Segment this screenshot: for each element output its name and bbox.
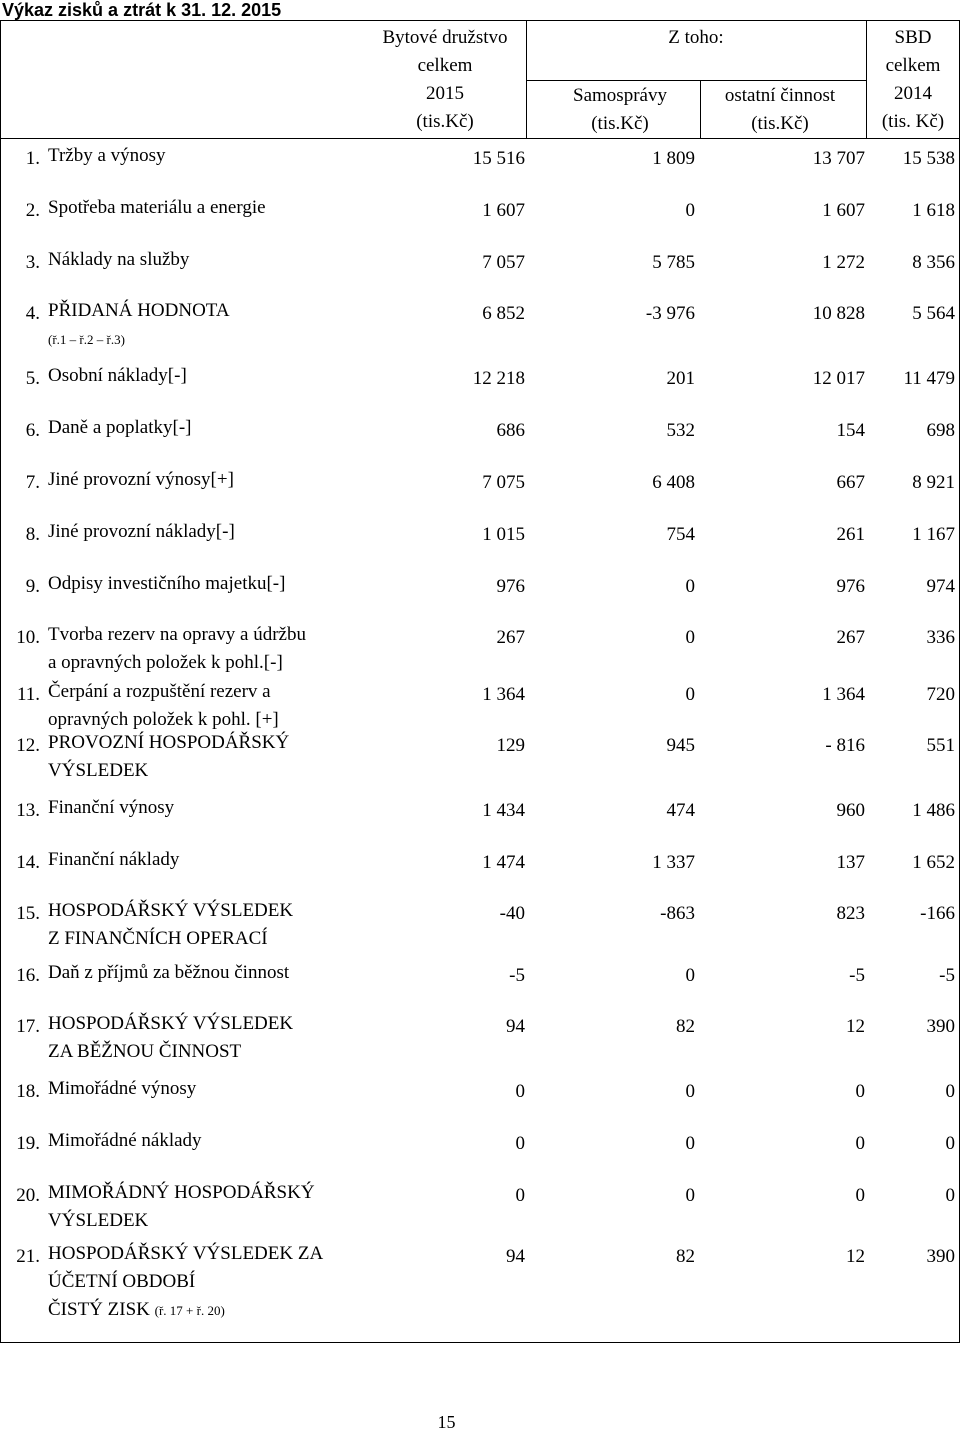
row-number: 2. — [25, 200, 40, 221]
row-label-text: Mimořádné náklady — [48, 1130, 202, 1151]
row-value: 5 564 — [912, 303, 955, 324]
row-label — [48, 142, 378, 170]
header-col-prev-year: SBD celkem 2014 (tis. Kč) — [881, 27, 945, 132]
row-value: 0 — [515, 1185, 525, 1206]
row-value: 12 017 — [812, 368, 865, 389]
row-number: 11. — [16, 684, 40, 705]
row-value: 12 — [846, 1246, 865, 1267]
row-value: 13 707 — [812, 148, 865, 169]
header-col-other-activity: ostatní činnost (tis.Kč) — [724, 85, 836, 134]
row-number: 14. — [16, 852, 40, 873]
row-value: 267 — [836, 627, 865, 648]
row-number: 1. — [25, 148, 40, 169]
row-label-text: Tržby a výnosy — [48, 145, 166, 166]
row-value: 0 — [685, 1081, 695, 1102]
row-label — [48, 729, 378, 785]
row-value: 94 — [506, 1016, 525, 1037]
row-value: 0 — [945, 1133, 955, 1154]
row-value: 10 828 — [812, 303, 865, 324]
row-value: 8 921 — [912, 472, 955, 493]
row-label-note: (ř. 17 + ř. 20) — [154, 1303, 225, 1318]
row-label-note: (ř.1 – ř.2 – ř.3) — [48, 332, 125, 347]
row-value: 12 — [846, 1016, 865, 1037]
row-value: 0 — [855, 1081, 865, 1102]
row-value: 1 652 — [912, 852, 955, 873]
row-value: -166 — [920, 903, 955, 924]
row-label — [48, 621, 378, 677]
row-number: 15. — [16, 903, 40, 924]
row-label-text: Tvorba rezerv na opravy a údržbu a opravných položek k pohl.[-] — [48, 624, 306, 673]
row-value: 1 337 — [652, 852, 695, 873]
row-value: 5 785 — [652, 252, 695, 273]
row-label — [48, 1127, 378, 1155]
row-value: 1 364 — [822, 684, 865, 705]
row-value: - 816 — [825, 735, 865, 756]
row-label — [48, 1240, 378, 1325]
row-value: 82 — [676, 1246, 695, 1267]
row-label — [48, 414, 378, 442]
row-value: 1 809 — [652, 148, 695, 169]
row-value: 0 — [685, 200, 695, 221]
row-value: 0 — [685, 965, 695, 986]
row-label-text: Finanční výnosy — [48, 797, 175, 818]
page-title: Výkaz zisků a ztrát k 31. 12. 2015 — [2, 0, 282, 20]
row-number: 12. — [16, 735, 40, 756]
row-label — [48, 1075, 378, 1103]
row-value: -40 — [499, 903, 525, 924]
row-label-text: Daně a poplatky[-] — [48, 417, 192, 438]
row-label — [48, 194, 378, 222]
row-label-text: MIMOŘÁDNÝ HOSPODÁŘSKÝ VÝSLEDEK — [48, 1182, 315, 1231]
row-number: 3. — [25, 252, 40, 273]
row-value: 823 — [836, 903, 865, 924]
row-label — [48, 794, 378, 822]
row-value: 82 — [676, 1016, 695, 1037]
row-value: 1 434 — [482, 800, 525, 821]
row-number: 19. — [16, 1133, 40, 1154]
page-number: 15 — [437, 1412, 456, 1432]
row-label — [48, 518, 378, 546]
row-label — [48, 570, 378, 598]
row-label-text: Daň z příjmů za běžnou činnost — [48, 962, 290, 983]
row-value: 267 — [496, 627, 525, 648]
row-value: 474 — [666, 800, 695, 821]
row-value: 976 — [496, 576, 525, 597]
row-value: 1 364 — [482, 684, 525, 705]
row-number: 20. — [16, 1185, 40, 1206]
row-label-text: HOSPODÁŘSKÝ VÝSLEDEK Z FINANČNÍCH OPERACÍ — [48, 900, 294, 949]
row-value: 1 474 — [482, 852, 525, 873]
row-number: 13. — [16, 800, 40, 821]
header-col-self-governance: Samosprávy (tis.Kč) — [573, 85, 667, 134]
row-label — [48, 897, 378, 953]
row-label — [48, 1179, 378, 1235]
row-value: 0 — [685, 627, 695, 648]
row-label-text: PŘIDANÁ HODNOTA — [48, 300, 230, 321]
header-group-of-which: Z toho: — [668, 27, 724, 48]
row-number: 10. — [16, 627, 40, 648]
row-value: -5 — [509, 965, 525, 986]
row-value: 12 218 — [472, 368, 525, 389]
table-bottom-border — [0, 1342, 960, 1343]
row-value: 754 — [666, 524, 695, 545]
header-divider-2 — [700, 80, 701, 138]
row-number: 4. — [25, 303, 40, 324]
row-label — [48, 1010, 378, 1066]
row-label — [48, 959, 378, 987]
row-label-text: Náklady na služby — [48, 249, 190, 270]
row-value: 1 272 — [822, 252, 865, 273]
row-value: 945 — [666, 735, 695, 756]
row-value: 0 — [855, 1133, 865, 1154]
row-value: 0 — [685, 1185, 695, 1206]
row-label-text: Finanční náklady — [48, 849, 180, 870]
row-label — [48, 846, 378, 874]
row-value: 0 — [515, 1081, 525, 1102]
row-value: 1 015 — [482, 524, 525, 545]
row-value: 960 — [836, 800, 865, 821]
row-value: 129 — [496, 735, 525, 756]
row-number: 7. — [25, 472, 40, 493]
row-value: 1 607 — [822, 200, 865, 221]
row-number: 5. — [25, 368, 40, 389]
row-value: 532 — [666, 420, 695, 441]
row-value: 15 538 — [902, 148, 955, 169]
row-label-text: Osobní náklady[-] — [48, 365, 187, 386]
row-value: 551 — [926, 735, 955, 756]
row-value: 0 — [945, 1185, 955, 1206]
row-value: 7 057 — [482, 252, 525, 273]
row-label — [48, 466, 378, 494]
row-value: 11 479 — [903, 368, 955, 389]
row-value: 1 607 — [482, 200, 525, 221]
row-label — [48, 297, 378, 354]
row-label-text: PROVOZNÍ HOSPODÁŘSKÝ VÝSLEDEK — [48, 732, 290, 781]
row-label-text: Odpisy investičního majetku[-] — [48, 573, 286, 594]
row-number: 8. — [25, 524, 40, 545]
row-label — [48, 362, 378, 390]
row-label — [48, 246, 378, 274]
row-value: 0 — [685, 1133, 695, 1154]
row-label — [48, 678, 378, 734]
row-value: -3 976 — [645, 303, 695, 324]
header-bottom-border — [0, 138, 960, 139]
header-divider-1 — [526, 20, 527, 138]
row-value: 390 — [926, 1016, 955, 1037]
row-value: 1 167 — [912, 524, 955, 545]
row-value: 686 — [496, 420, 525, 441]
row-value: -863 — [660, 903, 695, 924]
row-value: 1 486 — [912, 800, 955, 821]
row-value: 667 — [836, 472, 865, 493]
row-label-text: Čerpání a rozpuštění rezerv a opravných položek k pohl. [+] — [48, 681, 279, 730]
row-value: 698 — [926, 420, 955, 441]
row-value: 0 — [685, 684, 695, 705]
row-value: -5 — [849, 965, 865, 986]
row-number: 18. — [16, 1081, 40, 1102]
row-value: 0 — [855, 1185, 865, 1206]
row-label-text: Jiné provozní náklady[-] — [48, 521, 235, 542]
row-value: 201 — [666, 368, 695, 389]
row-value: 154 — [836, 420, 865, 441]
row-value: 6 852 — [482, 303, 525, 324]
row-value: 720 — [926, 684, 955, 705]
row-value: 7 075 — [482, 472, 525, 493]
row-value: 974 — [926, 576, 955, 597]
row-number: 17. — [16, 1016, 40, 1037]
header-col-cooperative: Bytové družstvo celkem 2015 (tis.Kč) — [382, 27, 508, 132]
row-label-text: Mimořádné výnosy — [48, 1078, 197, 1099]
row-number: 9. — [25, 576, 40, 597]
row-value: 336 — [926, 627, 955, 648]
row-value: 390 — [926, 1246, 955, 1267]
table-left-border — [0, 20, 1, 1342]
row-label-text: HOSPODÁŘSKÝ VÝSLEDEK ZA ÚČETNÍ OBDOBÍ ČISTÝ ZISK — [48, 1243, 324, 1320]
row-value: 0 — [685, 576, 695, 597]
row-number: 6. — [25, 420, 40, 441]
row-value: -5 — [939, 965, 955, 986]
row-value: 976 — [836, 576, 865, 597]
row-value: 0 — [945, 1081, 955, 1102]
row-number: 21. — [16, 1246, 40, 1267]
row-value: 261 — [836, 524, 865, 545]
row-value: 0 — [515, 1133, 525, 1154]
row-label-text: Spotřeba materiálu a energie — [48, 197, 266, 218]
row-value: 137 — [836, 852, 865, 873]
row-label-text: Jiné provozní výnosy[+] — [48, 469, 234, 490]
row-value: 6 408 — [652, 472, 695, 493]
table-top-border — [0, 20, 960, 21]
header-divider-3 — [866, 20, 867, 138]
row-value: 8 356 — [912, 252, 955, 273]
row-number: 16. — [16, 965, 40, 986]
group-header-divider — [526, 80, 866, 81]
row-value: 1 618 — [912, 200, 955, 221]
row-value: 15 516 — [472, 148, 525, 169]
row-value: 94 — [506, 1246, 525, 1267]
row-label-text: HOSPODÁŘSKÝ VÝSLEDEK ZA BĚŽNOU ČINNOST — [48, 1013, 294, 1062]
